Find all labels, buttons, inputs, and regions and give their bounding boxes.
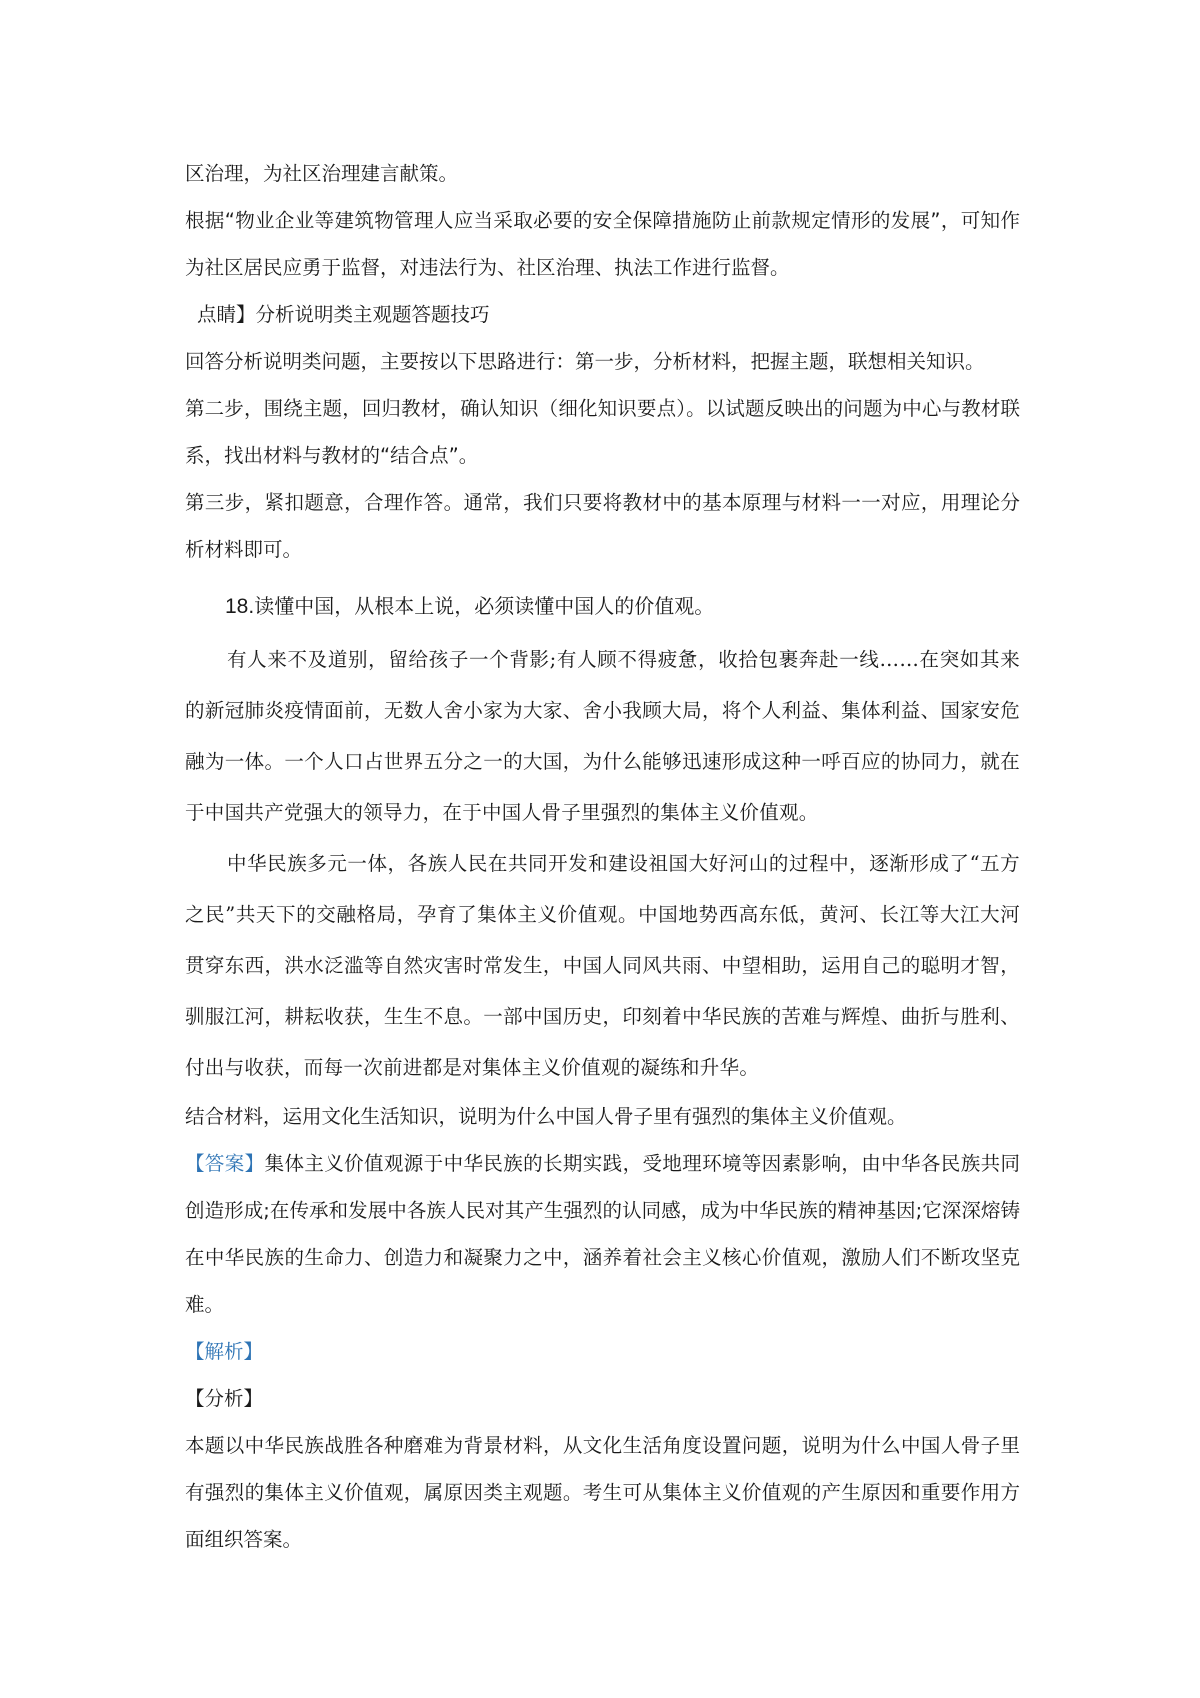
question-material xyxy=(185,634,1020,1093)
tip-heading: 点睛】分析说明类主观题答题技巧 xyxy=(197,303,490,326)
tip-intro: 回答分析说明类问题，主要按以下思路进行：第一步，分析材料，把握主题，联想相关知识。 xyxy=(185,350,985,373)
tip-step-3: 第三步，紧扣题意，合理作答。通常，我们只要将教材中的基本原理与材料一一对应，用理论分析材料即可。 xyxy=(185,491,1020,561)
analysis-text: 本题以中华民族战胜各种磨难为背景材料，从文化生活角度设置问题，说明为什么中国人骨子里有强烈的集体主义价值观，属原因类主观题。考生可从集体主义价值观的产生原因和重要作用方面组织答案。 xyxy=(185,1434,1020,1551)
answer-block xyxy=(185,1140,1020,1328)
prev-answer-line-2: 根据“物业企业等建筑物管理人应当采取必要的安全保障措施防止前款规定情形的发展”，可知作为社区居民应勇于监督，对违法行为、社区治理、执法工作进行监督。 xyxy=(185,209,1020,279)
analysis-tag: 【解析】 xyxy=(185,1340,264,1363)
answer-tag: 【答案】 xyxy=(185,1152,265,1175)
tip-step-2: 第二步，围绕主题，回归教材，确认知识（细化知识要点）。以试题反映出的问题为中心与教材联系，找出材料与教材的“结合点”。 xyxy=(185,397,1020,467)
analysis-sub-tag: 【分析】 xyxy=(185,1387,264,1410)
question-prompt: 结合材料，运用文化生活知识，说明为什么中国人骨子里有强烈的集体主义价值观。 xyxy=(185,1105,907,1128)
question-number: 18. xyxy=(225,595,255,618)
prev-answer-line-1: 区治理，为社区治理建言献策。 xyxy=(185,162,459,185)
page-content xyxy=(185,150,1020,1563)
material-paragraph-1: 有人来不及道别，留给孩子一个背影;有人顾不得疲惫，收拾包裹奔赴一线……在突如其来的新冠肺炎疫情面前，无数人舍小家为大家、舍小我顾大局，将个人利益、集体利益、国家安危融为一体。一个人口占世界五分之一的大国，为什么能够迅速形成这种一呼百应的协同力，就在于中国共产党强大的领导力，在于中国人骨子里强烈的集体主义价值观。 xyxy=(185,648,1020,824)
question-title xyxy=(185,583,1020,630)
material-paragraph-2: 中华民族多元一体，各族人民在共同开发和建设祖国大好河山的过程中，逐渐形成了“五方之民”共天下的交融格局，孕育了集体主义价值观。中国地势西高东低，黄河、长江等大江大河贯穿东西，洪水泛滥等自然灾害时常发生，中国人同风共雨、中望相助，运用自己的聪明才智，驯服江河，耕耘收获，生生不息。一部中国历史，印刻着中华民族的苦难与辉煌、曲折与胜利、付出与收获，而每一次前进都是对集体主义价值观的凝练和升华。 xyxy=(185,852,1020,1079)
question-title-text: 读懂中国，从根本上说，必须读懂中国人的价值观。 xyxy=(254,594,715,618)
answer-text: 集体主义价值观源于中华民族的长期实践，受地理环境等因素影响，由中华各民族共同创造形成;在传承和发展中各族人民对其产生强烈的认同感，成为中华民族的精神基因;它深深熔铸在中华民族的生命力、创造力和凝聚力之中，涵养着社会主义核心价值观，激励人们不断攻坚克难。 xyxy=(185,1152,1020,1316)
